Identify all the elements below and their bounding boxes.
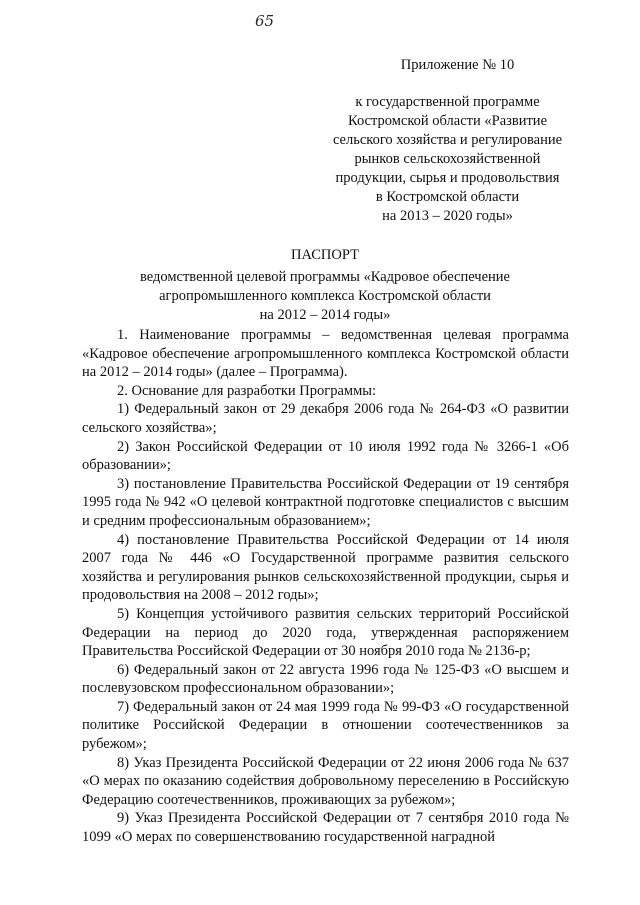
passport-title: ПАСПОРТ	[291, 247, 359, 263]
document-body	[82, 326, 569, 847]
paragraph-basis-item: 3) постановление Правительства Российской Федерации от 19 сентября 1995 года № 942 «О целевой контрактной подготовке специалистов с высшим и средним профессиональным образованием»;	[82, 475, 569, 529]
paragraph-basis: 2. Основание для разработки Программы:	[117, 382, 377, 399]
passport-subtitle-line: агропромышленного комплекса Костромской области	[159, 288, 491, 304]
appendix-line: к государственной программе	[355, 94, 540, 110]
appendix-block	[330, 56, 565, 226]
handwritten-page-number: 65	[255, 12, 275, 30]
paragraph-basis-item: 6) Федеральный закон от 22 августа 1996 года № 125-ФЗ «О высшем и послевузовском профессиональном образовании»;	[82, 661, 569, 697]
appendix-line: продукции, сырья и продовольствия	[335, 170, 560, 186]
appendix-line: Костромской области «Развитие	[348, 113, 547, 129]
appendix-line: на 2013 – 2020 годы»	[382, 208, 513, 224]
paragraph-basis-item: 5) Концепция устойчивого развития сельских территорий Российской Федерации на период до 2020 года, утвержденная распоряжением Правительства Российской Федерации от 30 ноября 2010 года № 2136-р;	[82, 605, 569, 660]
passport-subtitle-line: на 2012 – 2014 годы»	[259, 307, 391, 323]
appendix-line: рынков сельскохозяйственной	[354, 151, 541, 167]
paragraph-basis-item: 8) Указ Президента Российской Федерации от 22 июня 2006 года № 637 «О мерах по оказанию содействия добровольному переселению в Российскую Федерацию соотечественников, проживающих за рубежом»;	[82, 754, 569, 808]
paragraph-program-name: 1. Наименование программы – ведомственная целевая программа «Кадровое обеспечение агропромышленного комплекса Костромской области на 2012 – 2014 годы» (далее – Программа).	[82, 327, 569, 381]
passport-subtitle-line: ведомственной целевой программы «Кадровое обеспечение	[140, 269, 510, 285]
passport-heading	[80, 246, 570, 325]
paragraph-basis-item: 9) Указ Президента Российской Федерации от 7 сентября 2010 года № 1099 «О мерах по совершенствованию государственной наградной	[82, 810, 569, 846]
appendix-number: Приложение № 10	[400, 57, 515, 73]
paragraph-basis-item: 7) Федеральный закон от 24 мая 1999 года № 99-ФЗ «О государственной политике Российской Федерации в отношении соотечественников за рубежом»;	[82, 698, 569, 753]
appendix-line: сельского хозяйства и регулирование	[332, 132, 563, 148]
appendix-line: в Костромской области	[375, 189, 520, 205]
paragraph-basis-item: 2) Закон Российской Федерации от 10 июля 1992 года № 3266-1 «Об образовании»;	[82, 438, 569, 474]
paragraph-basis-item: 4) постановление Правительства Российской Федерации от 14 июля 2007 года № 446 «О Государственной программе развития сельского хозяйства и регулирования рынков сельскохозяйственной продукции, сырья и продовольствия на 2008 – 2012 годы»;	[82, 531, 569, 604]
paragraph-basis-item: 1) Федеральный закон от 29 декабря 2006 года № 264-ФЗ «О развитии сельского хозяйства»;	[82, 401, 569, 436]
